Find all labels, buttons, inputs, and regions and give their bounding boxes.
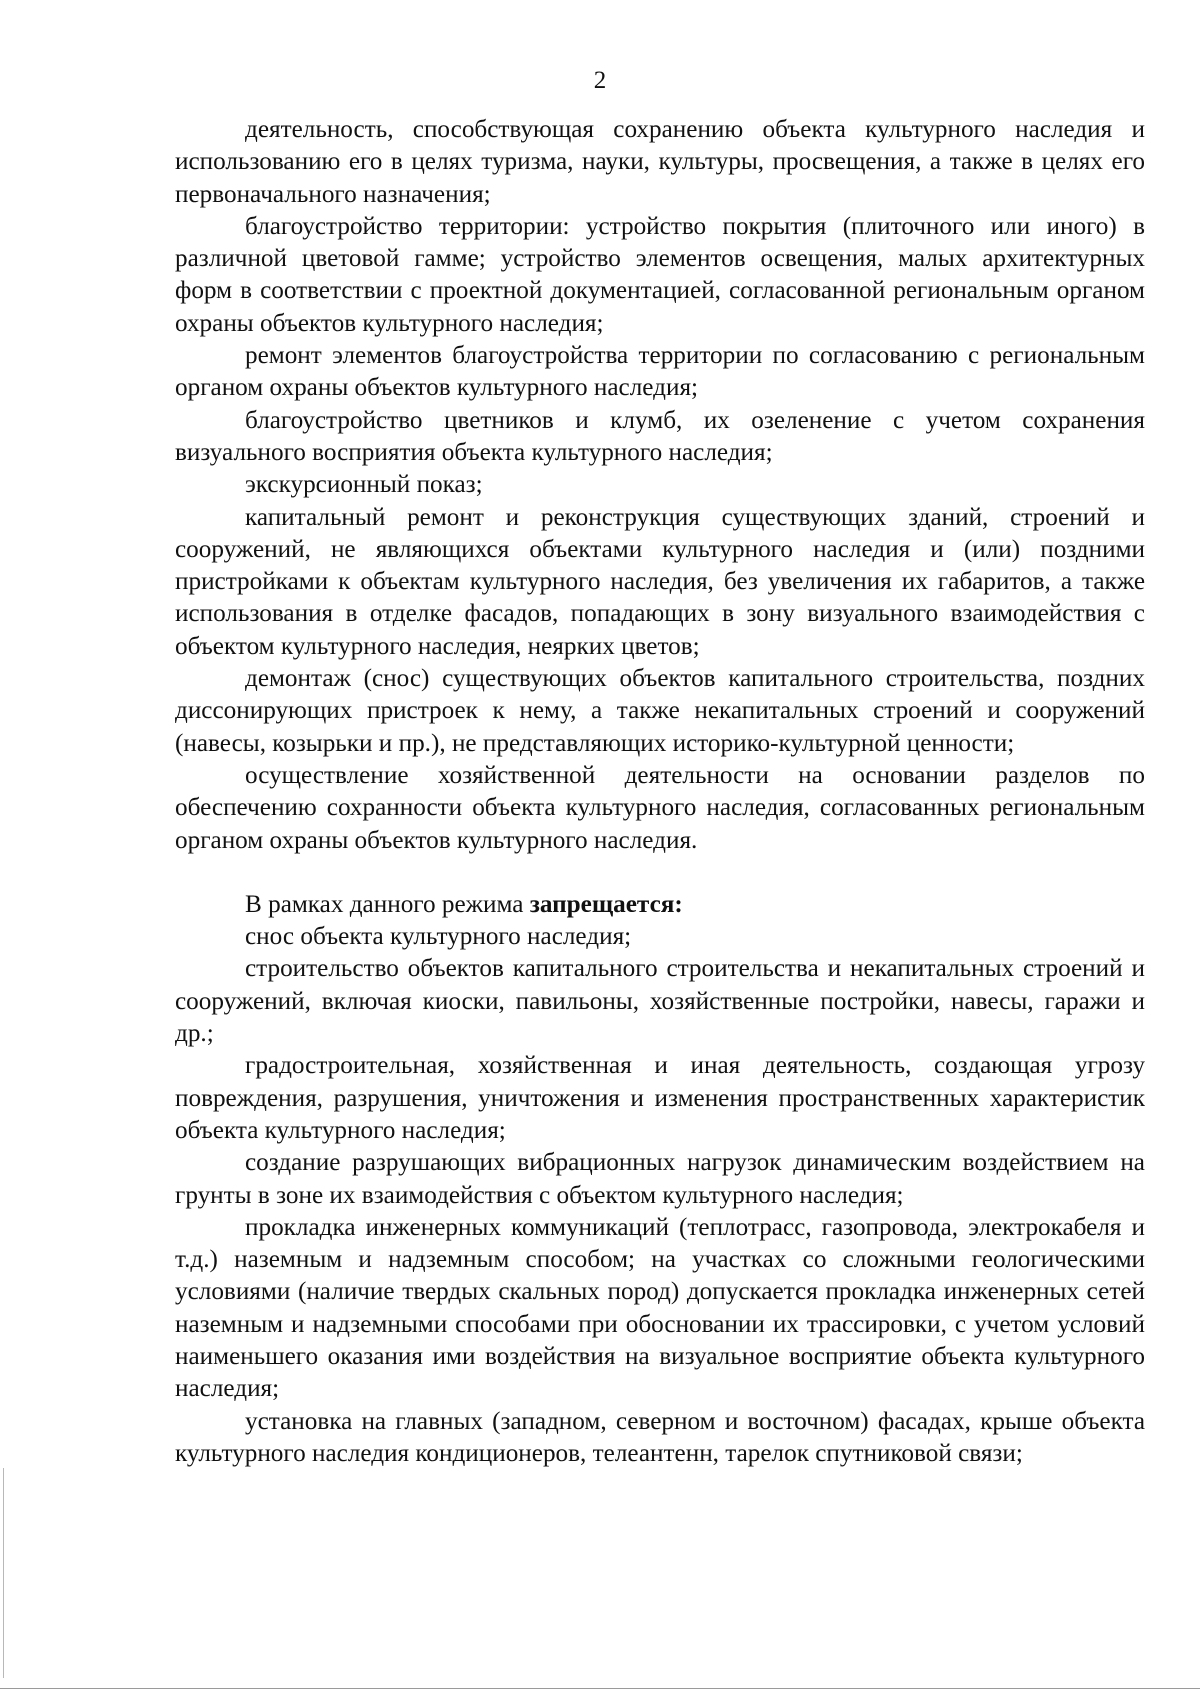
paragraph-allowed-1: деятельность, способствующая сохранению объекта культурного наследия и использованию его в целях туризма, науки, культуры, просвещения, а также в целях его первоначального назначения; [175, 116, 1145, 208]
paragraph-prohibited-1: снос объекта культурного наследия; [245, 923, 632, 951]
paragraph-prohibited-6: установка на главных (западном, северном и восточном) фасадах, крыше объекта культурного наследия кондиционеров, телеантенн, тарелок спутниковой связи; [175, 1407, 1145, 1467]
prohibited-heading-emphasis: запрещается: [529, 890, 683, 918]
paragraph-prohibited-2: строительство объектов капитального строительства и некапитальных строений и сооружений, включая киоски, павильоны, хозяйственные постройки, навесы, гаражи и др.; [175, 955, 1145, 1048]
paragraph-allowed-4: благоустройство цветников и клумб, их озеленение с учетом сохранения визуального восприятия объекта культурного наследия; [175, 406, 1145, 466]
paragraph-allowed-5: экскурсионный показ; [245, 471, 483, 499]
section-spacer [175, 857, 1145, 889]
paragraph-allowed-7: демонтаж (снос) существующих объектов капитального строительства, поздних диссонирующих пристроек к нему, а также некапитальных строений и сооружений (навесы, козырьки и пр.), не представляющих историко-культурной ценности; [175, 665, 1145, 757]
paragraph-allowed-2: благоустройство территории: устройство покрытия (плиточного или иного) в различной цветовой гамме; устройство элементов освещения, малых архитектурных форм в соответствии с проектной документацией, согласованной региональным органом охраны объектов культурного наследия; [175, 212, 1145, 337]
scan-edge-bottom [0, 1688, 1200, 1689]
paragraph-allowed-3: ремонт элементов благоустройства территории по согласованию с региональным органом охраны объектов культурного наследия; [175, 342, 1145, 402]
paragraph-allowed-8: осуществление хозяйственной деятельности на основании разделов по обеспечению сохранности объекта культурного наследия, согласованных региональным органом охраны объектов культурного наследия. [175, 761, 1145, 854]
scan-edge-left [3, 1468, 4, 1678]
paragraph-allowed-6: капитальный ремонт и реконструкция существующих зданий, строений и сооружений, не являющихся объектами культурного наследия и (или) поздними пристройками к объектам культурного наследия, без увеличения их габаритов, а также использования в отделке фасадов, попадающих в зону визуального взаимодействия с объектом культурного наследия, неярких цветов; [175, 503, 1145, 660]
paragraph-prohibited-5: прокладка инженерных коммуникаций (теплотрасс, газопровода, электрокабеля и т.д.) наземным и надземным способом; на участках со сложными геологическими условиями (наличие твердых скальных пород) допускается прокладка инженерных сетей наземным и надземными способами при обосновании их трассировки, с учетом условий наименьшего оказания ими воздействия на визуальное восприятие объекта культурного наследия; [175, 1213, 1145, 1403]
page-number: 2 [593, 67, 607, 94]
prohibited-heading-lead: В рамках данного режима [245, 890, 530, 918]
paragraph-prohibited-4: создание разрушающих вибрационных нагрузок динамическим воздействием на грунты в зоне их взаимодействия с объектом культурного наследия; [175, 1149, 1145, 1209]
prohibited-section-heading [175, 889, 1145, 921]
document-body [175, 114, 1145, 1470]
paragraph-prohibited-3: градостроительная, хозяйственная и иная деятельность, создающая угрозу повреждения, разрушения, уничтожения и изменения пространственных характеристик объекта культурного наследия; [175, 1052, 1145, 1144]
